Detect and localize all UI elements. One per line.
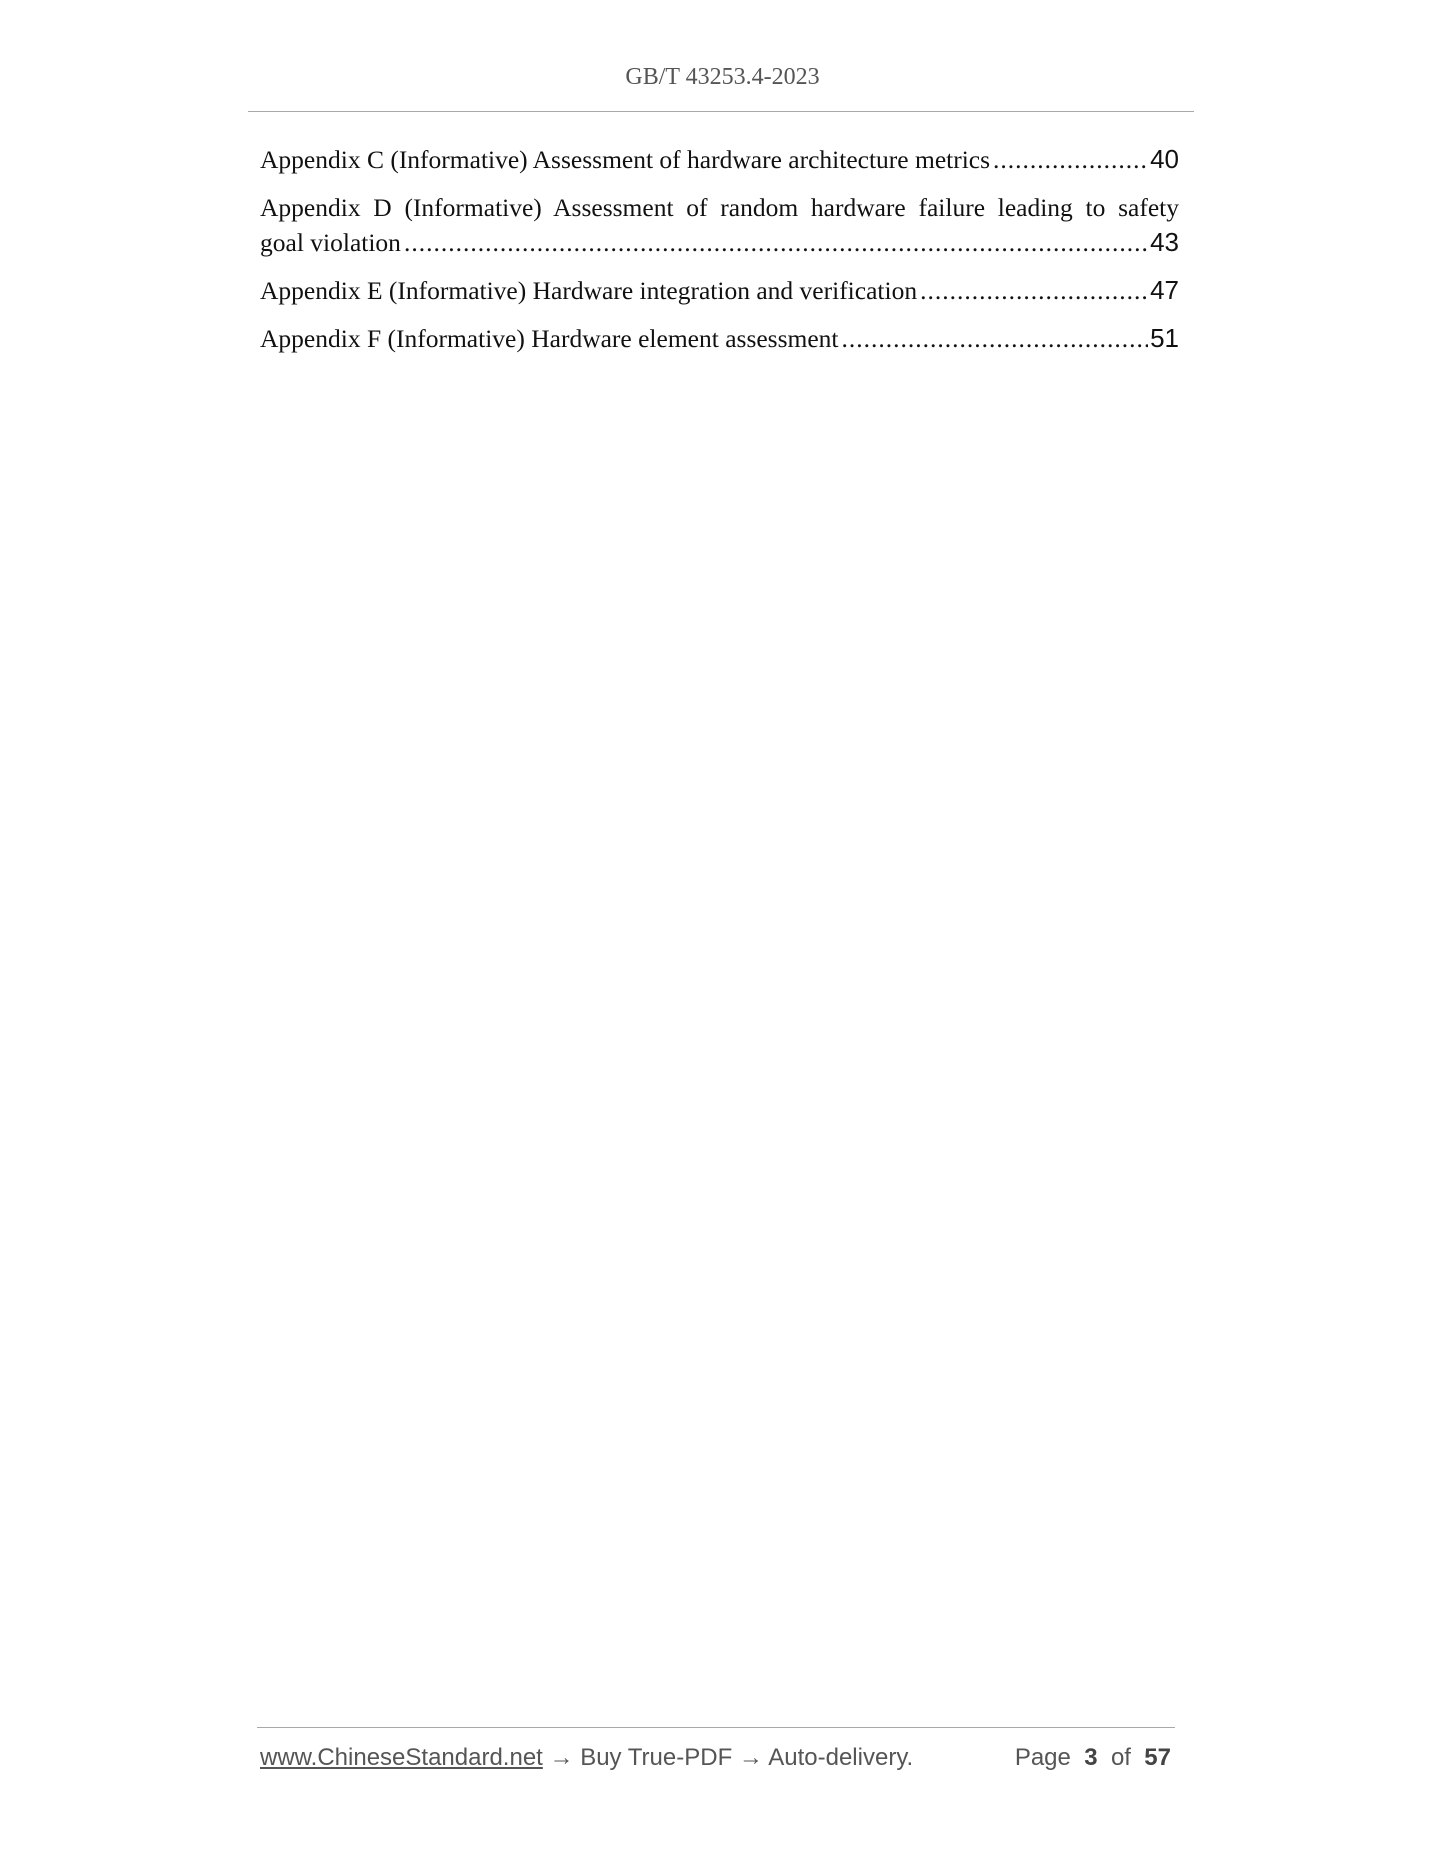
auto-delivery-text: Auto-delivery.: [768, 1744, 914, 1771]
toc-leader-dots: [993, 142, 1148, 177]
page-label: Page: [1014, 1744, 1071, 1771]
toc-entry-title: Appendix F (Informative) Hardware element assessment: [260, 324, 839, 353]
toc-entry-title: Appendix E (Informative) Hardware integration and verification: [260, 276, 918, 305]
toc-page-number: 43: [1150, 227, 1179, 257]
standard-code: GB/T 43253.4-2023: [625, 64, 820, 90]
buy-true-pdf-text: Buy True-PDF: [580, 1744, 733, 1771]
arrow-right-icon: →: [549, 1744, 574, 1771]
footer-divider: [257, 1727, 1175, 1728]
current-page-number: 3: [1084, 1744, 1098, 1771]
arrow-right-icon: →: [738, 1744, 763, 1771]
toc-entry-appendix-d[interactable]: [260, 190, 1179, 260]
footer-promo: [260, 1744, 913, 1772]
page-indicator: [1015, 1744, 1171, 1772]
of-label: of: [1110, 1744, 1131, 1771]
table-of-contents: [260, 142, 1179, 369]
total-pages-number: 57: [1144, 1744, 1171, 1771]
toc-entry-appendix-c[interactable]: [260, 142, 1179, 177]
toc-entry-appendix-f[interactable]: [260, 321, 1179, 356]
toc-entry-appendix-e[interactable]: [260, 273, 1179, 308]
header-divider: [248, 111, 1194, 112]
toc-page-number: 40: [1150, 144, 1179, 174]
toc-entry-title-line1: Appendix D (Informative) Assessment of random hardware failure leading to safety: [260, 193, 1179, 222]
website-link[interactable]: www.ChineseStandard.net: [260, 1744, 543, 1771]
page-header: [0, 64, 1445, 91]
toc-page-number: 51: [1150, 323, 1179, 353]
toc-leader-dots: [404, 225, 1148, 260]
toc-entry-title: Appendix C (Informative) Assessment of hardware architecture metrics: [260, 145, 991, 174]
toc-leader-dots: [920, 273, 1148, 308]
toc-entry-title-line2: goal violation: [260, 228, 401, 257]
toc-page-number: 47: [1150, 275, 1179, 305]
toc-leader-dots: [842, 321, 1149, 356]
